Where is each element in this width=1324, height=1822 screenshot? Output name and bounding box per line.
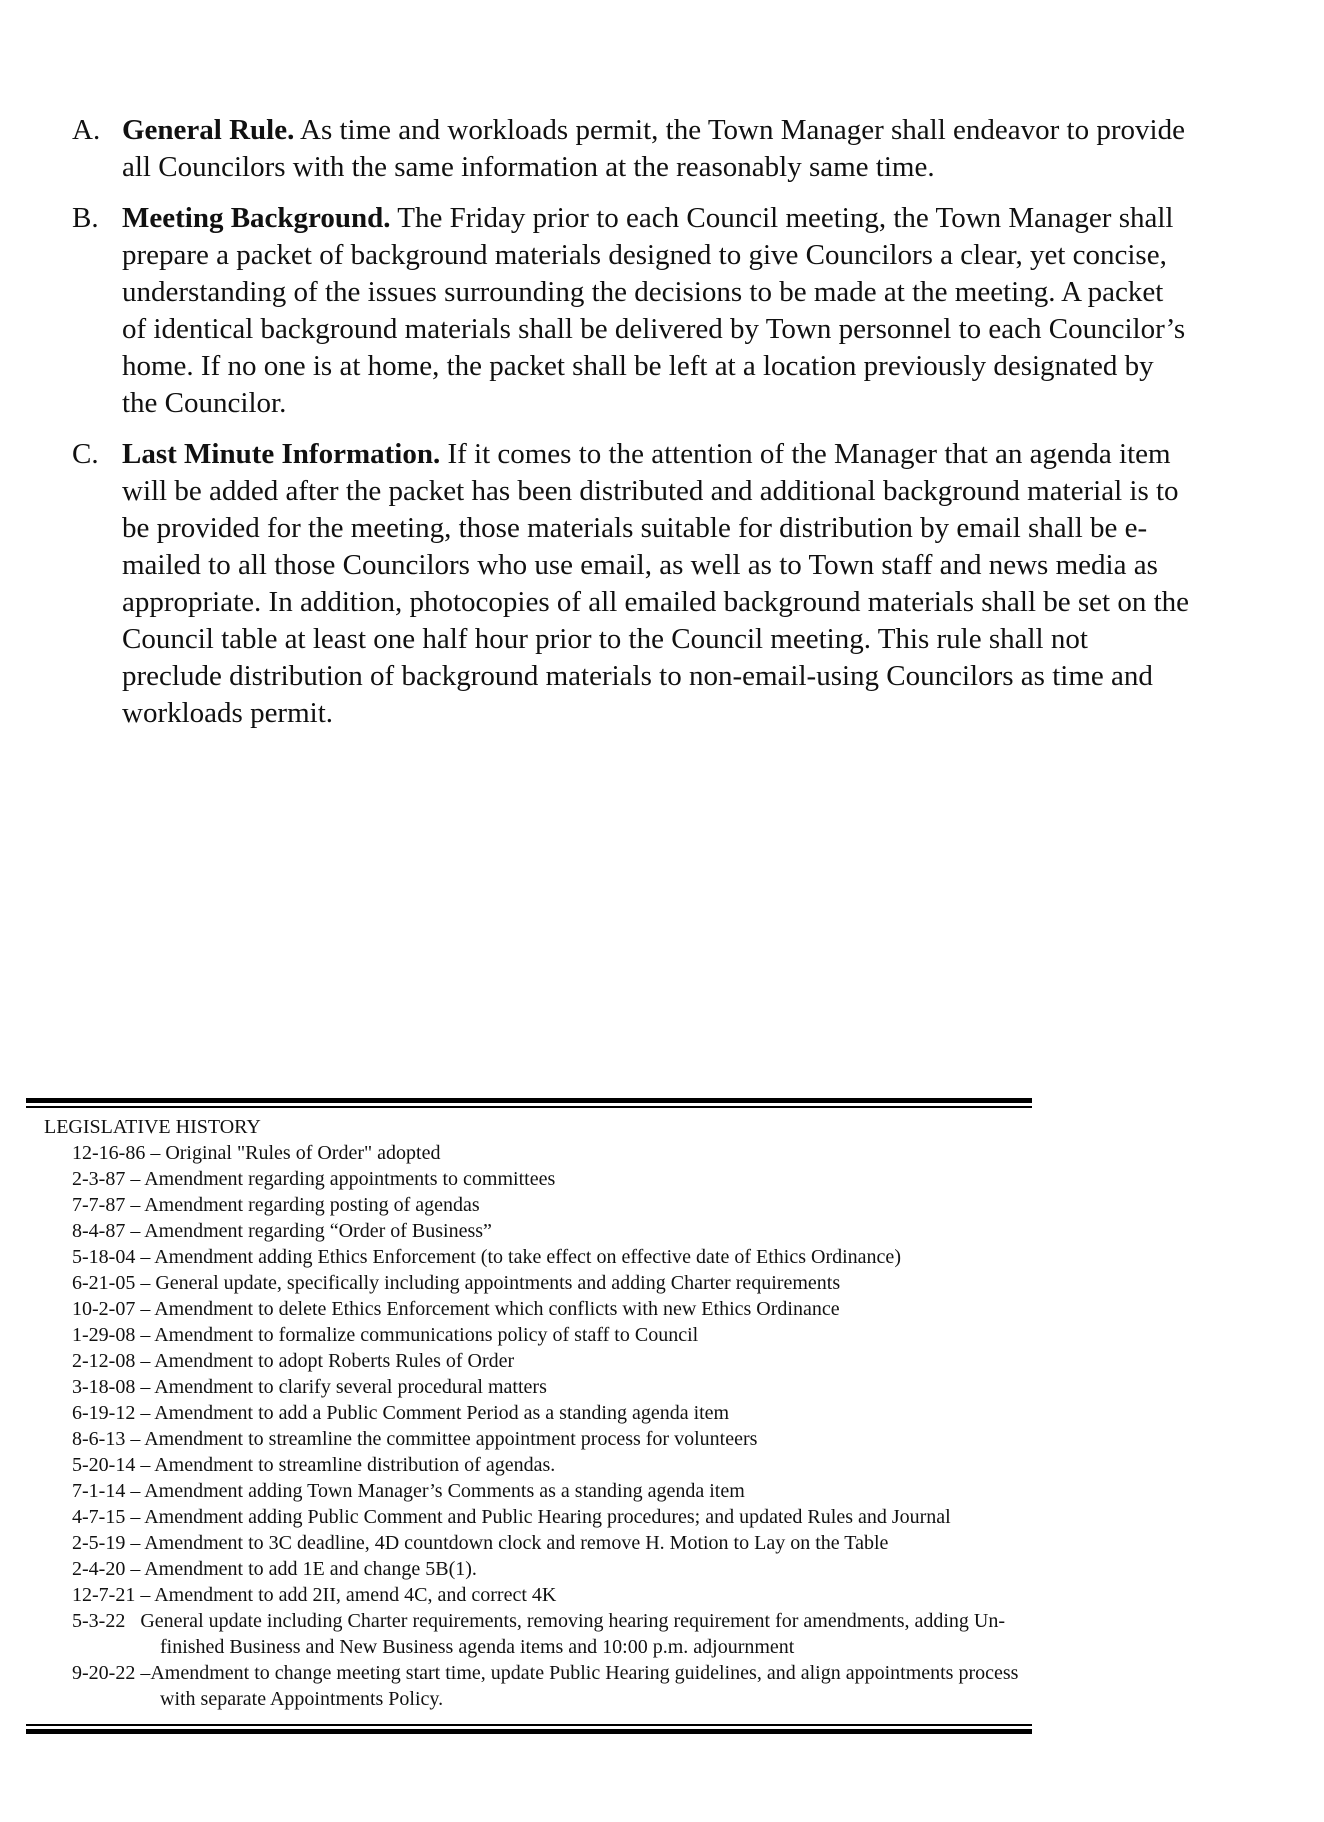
history-entry <box>72 1400 1172 1426</box>
history-separator: – <box>135 1376 155 1398</box>
history-separator: – <box>135 1298 155 1320</box>
history-text: Amendment regarding appointments to committees <box>144 1168 556 1190</box>
history-separator: – <box>135 1246 155 1268</box>
history-date: 7-7-87 <box>72 1194 126 1216</box>
history-text: Amendment to add a Public Comment Period as a standing agenda item <box>154 1402 730 1424</box>
history-list <box>72 1140 1172 1712</box>
rule-body <box>122 112 1192 186</box>
history-text: Original "Rules of Order" adopted <box>165 1142 441 1164</box>
history-separator: – <box>145 1142 166 1164</box>
history-separator: – <box>125 1480 145 1502</box>
history-entry <box>72 1530 1172 1556</box>
rule-title: Meeting Background. <box>122 202 391 234</box>
history-separator: – <box>135 1584 155 1606</box>
history-date: 2-3-87 <box>72 1168 126 1190</box>
history-text: Amendment to streamline the committee appointment process for volunteers <box>144 1428 758 1450</box>
history-separator: – <box>135 1324 155 1346</box>
rule-item <box>72 112 1192 186</box>
history-entry <box>72 1140 1172 1166</box>
history-text: Amendment to add 2II, amend 4C, and correct 4K <box>154 1584 557 1606</box>
history-separator: – <box>135 1272 156 1294</box>
rule-letter: A. <box>72 114 101 146</box>
history-text: Amendment to delete Ethics Enforcement which conflicts with new Ethics Ordinance <box>154 1298 840 1320</box>
history-entry <box>72 1244 1172 1270</box>
history-text: Amendment to 3C deadline, 4D countdown clock and remove H. Motion to Lay on the Table <box>144 1532 889 1554</box>
history-date: 5-3-22 <box>72 1610 126 1632</box>
history-date: 9-20-22 <box>72 1662 136 1684</box>
history-entry <box>72 1218 1172 1244</box>
history-text: Amendment to change meeting start time, update Public Hearing guidelines, and align appointments process <box>150 1662 1019 1684</box>
history-text-continued: with separate Appointments Policy. <box>160 1688 444 1710</box>
history-text-continued: finished Business and New Business agenda items and 10:00 p.m. adjournment <box>160 1636 795 1658</box>
history-text: Amendment regarding “Order of Business” <box>144 1220 492 1242</box>
history-date: 2-12-08 <box>72 1350 136 1372</box>
history-date: 10-2-07 <box>72 1298 136 1320</box>
history-date: 4-7-15 <box>72 1506 126 1528</box>
history-separator: – <box>125 1194 145 1216</box>
rule-letter: B. <box>72 202 99 234</box>
rule-body <box>122 200 1192 422</box>
history-heading: LEGISLATIVE HISTORY <box>44 1116 261 1138</box>
history-entry <box>72 1374 1172 1400</box>
history-separator: – <box>125 1558 145 1580</box>
history-date: 6-21-05 <box>72 1272 136 1294</box>
history-date: 6-19-12 <box>72 1402 136 1424</box>
history-date: 12-7-21 <box>72 1584 136 1606</box>
history-entry <box>72 1478 1172 1504</box>
history-entry <box>72 1556 1172 1582</box>
rule-item <box>72 200 1192 422</box>
bottom-double-rule <box>26 1724 1032 1734</box>
history-entry <box>72 1322 1172 1348</box>
history-text: Amendment adding Public Comment and Public Hearing procedures; and updated Rules and Journal <box>144 1506 951 1528</box>
history-entry <box>72 1660 1172 1712</box>
history-date: 5-20-14 <box>72 1454 136 1476</box>
history-separator: – <box>125 1428 145 1450</box>
history-date: 2-4-20 <box>72 1558 126 1580</box>
history-entry <box>72 1504 1172 1530</box>
rules-list <box>72 112 1192 746</box>
history-entry <box>72 1192 1172 1218</box>
history-separator: – <box>125 1506 145 1528</box>
history-date: 5-18-04 <box>72 1246 136 1268</box>
history-entry <box>72 1426 1172 1452</box>
rule-title: Last Minute Information. <box>122 438 441 470</box>
history-text: Amendment adding Ethics Enforcement (to take effect on effective date of Ethics Ordinance) <box>154 1246 901 1268</box>
history-text: Amendment to add 1E and change 5B(1). <box>144 1558 477 1580</box>
history-entry <box>72 1608 1172 1660</box>
history-entry <box>72 1270 1172 1296</box>
history-entry <box>72 1296 1172 1322</box>
history-text: General update, specifically including appointments and adding Charter requirements <box>155 1272 841 1294</box>
history-date: 2-5-19 <box>72 1532 126 1554</box>
history-text: Amendment to clarify several procedural matters <box>154 1376 547 1398</box>
history-separator: – <box>125 1532 145 1554</box>
history-text: Amendment adding Town Manager’s Comments as a standing agenda item <box>144 1480 745 1502</box>
history-date: 3-18-08 <box>72 1376 136 1398</box>
history-date: 1-29-08 <box>72 1324 136 1346</box>
history-entry <box>72 1582 1172 1608</box>
rule-body <box>122 436 1192 732</box>
top-double-rule <box>26 1098 1032 1108</box>
rule-text: As time and workloads permit, the Town Manager shall endeavor to provide all Councilors with the same information at the reasonably same time. <box>122 114 1185 183</box>
history-text: General update including Charter requirements, removing hearing requirement for amendments, adding Un- <box>140 1610 1006 1632</box>
history-entry <box>72 1452 1172 1478</box>
history-entry <box>72 1348 1172 1374</box>
rule-title: General Rule. <box>122 114 295 146</box>
history-date: 7-1-14 <box>72 1480 126 1502</box>
history-date: 8-6-13 <box>72 1428 126 1450</box>
history-separator: – <box>135 1402 155 1424</box>
history-separator: – <box>135 1454 155 1476</box>
history-date: 12-16-86 <box>72 1142 146 1164</box>
rule-text: The Friday prior to each Council meeting, the Town Manager shall prepare a packet of background materials designed to give Councilors a clear, yet concise, understanding of the issues surrounding the decisions to be made at the meeting. A packet of identical background materials shall be delivered by Town personnel to each Councilor’s home. If no one is at home, the packet shall be left at a location previously designated by the Councilor. <box>122 202 1186 419</box>
history-separator: – <box>135 1350 155 1372</box>
history-separator <box>125 1610 140 1632</box>
history-text: Amendment regarding posting of agendas <box>144 1194 480 1216</box>
history-separator: – <box>135 1662 151 1684</box>
history-text: Amendment to formalize communications policy of staff to Council <box>154 1324 699 1346</box>
history-separator: – <box>125 1168 145 1190</box>
rule-item <box>72 436 1192 732</box>
history-text: Amendment to streamline distribution of agendas. <box>154 1454 556 1476</box>
rule-letter: C. <box>72 438 99 470</box>
history-date: 8-4-87 <box>72 1220 126 1242</box>
rule-text: If it comes to the attention of the Manager that an agenda item will be added after the packet has been distributed and additional background material is to be provided for the meeting, those materials suitable for distribution by email shall be e-mailed to all those Councilors who use email, as well as to Town staff and news media as appropriate. In addition, photocopies of all emailed background materials shall be set on the Council table at least one half hour prior to the Council meeting. This rule shall not preclude distribution of background materials to non-email-using Councilors as time and workloads permit. <box>122 438 1190 729</box>
history-text: Amendment to adopt Roberts Rules of Order <box>154 1350 515 1372</box>
history-entry <box>72 1166 1172 1192</box>
history-separator: – <box>125 1220 145 1242</box>
